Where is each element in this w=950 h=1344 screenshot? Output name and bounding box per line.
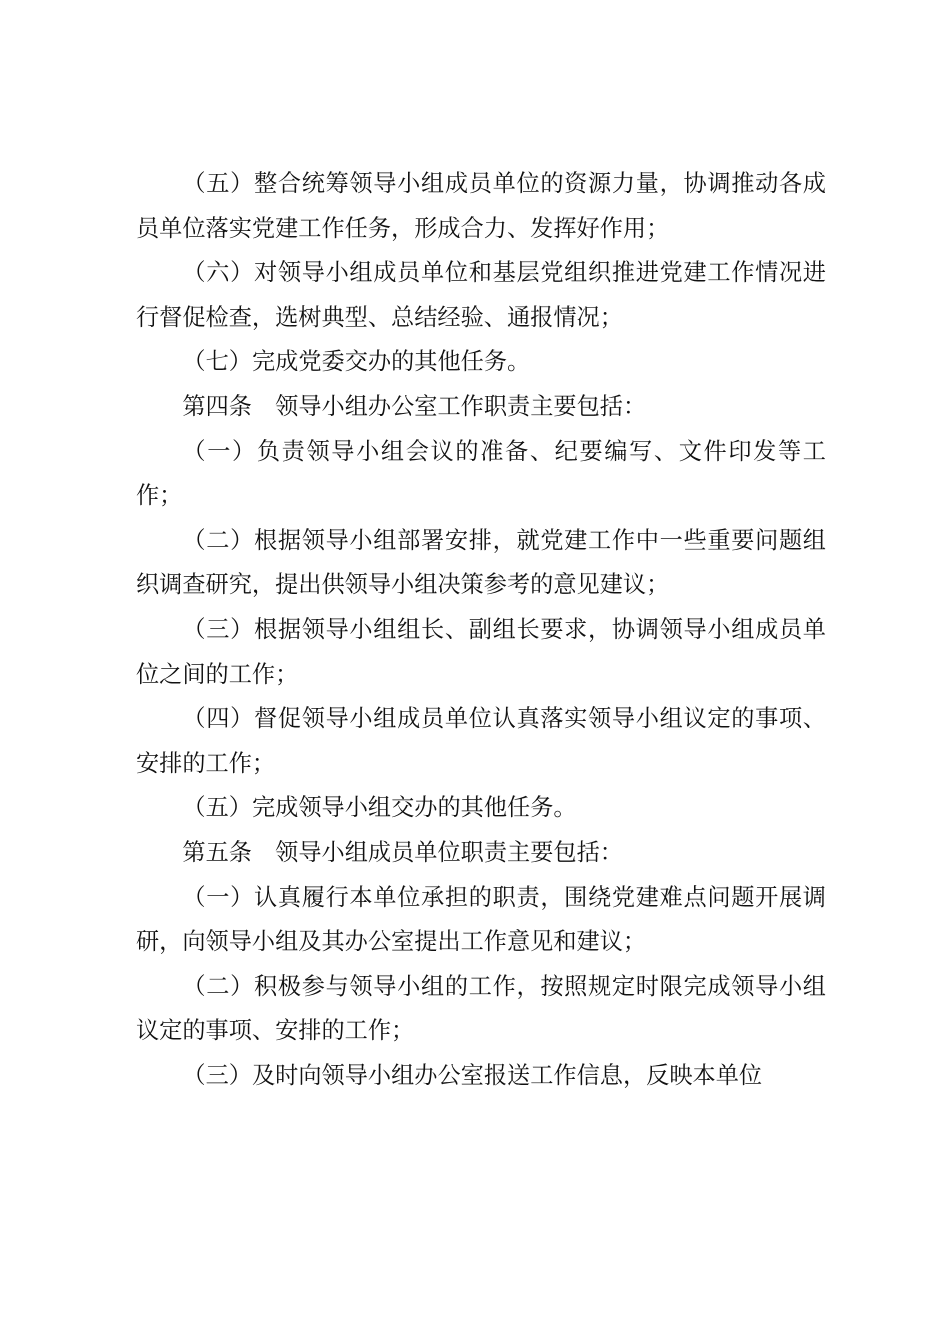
article-5-heading: 第五条 领导小组成员单位职责主要包括： bbox=[182, 838, 623, 866]
paragraph-member-item-3: （三）及时向领导小组办公室报送工作信息，反映本单位 bbox=[182, 1061, 763, 1089]
paragraph-item-7-other-tasks: （七）完成党委交办的其他任务。 bbox=[182, 348, 531, 376]
paragraph-item-6-supervise-inspect: （六）对领导小组成员单位和基层党组织推进党建工作情况进行督促检查，选树典型、总结经验、通报情况； bbox=[136, 259, 826, 331]
paragraph-office-item-3: （三）根据领导小组组长、副组长要求，协调领导小组成员单位之间的工作； bbox=[136, 615, 826, 688]
paragraph-member-item-2: （二）积极参与领导小组的工作，按照规定时限完成领导小组议定的事项、安排的工作； bbox=[136, 972, 826, 1045]
paragraph-item-5-integrate-resources: （五）整合统筹领导小组成员单位的资源力量，协调推动各成员单位落实党建工作任务，形成合力、发挥好作用； bbox=[136, 170, 826, 242]
paragraph-office-item-2: （二）根据领导小组部署安排，就党建工作中一些重要问题组织调查研究，提出供领导小组决策参考的意见建议； bbox=[136, 526, 826, 599]
paragraph-office-item-1: （一）负责领导小组会议的准备、纪要编写、文件印发等工作； bbox=[136, 437, 826, 510]
document-body bbox=[136, 162, 826, 1098]
paragraph-office-item-4: （四）督促领导小组成员单位认真落实领导小组议定的事项、安排的工作； bbox=[136, 705, 826, 777]
paragraph-member-item-1: （一）认真履行本单位承担的职责，围绕党建难点问题开展调研，向领导小组及其办公室提出工作意见和建议； bbox=[136, 883, 826, 956]
paragraph-office-item-5: （五）完成领导小组交办的其他任务。 bbox=[182, 794, 577, 822]
article-4-heading: 第四条 领导小组办公室工作职责主要包括： bbox=[182, 392, 647, 420]
